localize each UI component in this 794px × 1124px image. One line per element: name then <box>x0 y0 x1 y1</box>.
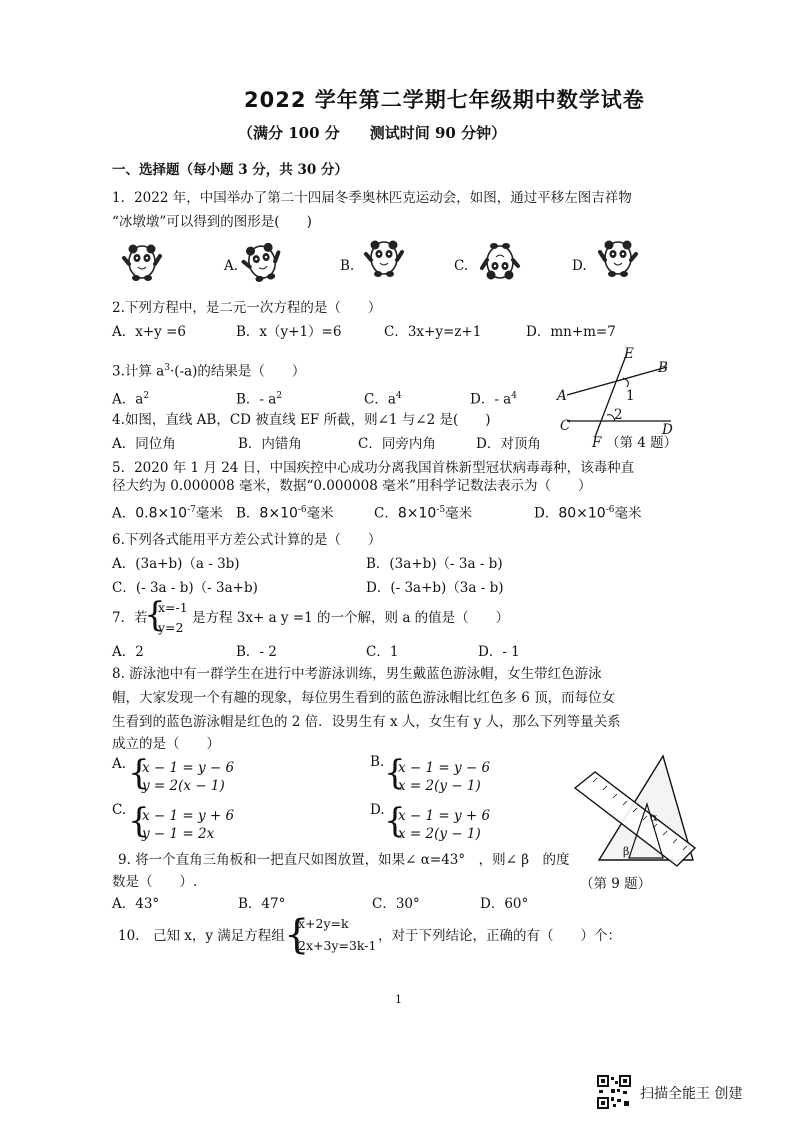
q10-brace: { <box>284 912 310 958</box>
q8-option-b-eq1: x − 1 = y − 6 <box>398 760 491 776</box>
q1-option-b: B. <box>340 258 355 274</box>
q6-option-d: D．(- 3a+b)（3a - b) <box>366 580 504 596</box>
q8-option-c-label: C. <box>112 802 127 818</box>
q8-option-b-brace: { <box>384 753 406 793</box>
q2-option-a: A．x+y =6 <box>112 324 186 340</box>
q4-label-d: D <box>662 422 673 438</box>
q5-stem-line2: 径大约为 0.000008 毫米，数据“0.000008 毫米”用科学记数法表示为（ ） <box>112 478 592 494</box>
page-number: 1 <box>395 993 402 1006</box>
q8-option-d-eq1: x − 1 = y + 6 <box>398 808 491 824</box>
exam-subtitle: （满分 100 分 测试时间 90 分钟） <box>238 124 507 142</box>
q7-brace: { <box>144 595 166 635</box>
q2-option-d: D．mn+m=7 <box>526 324 616 340</box>
q4-option-c: C．同旁内角 <box>358 436 436 452</box>
q6-option-a: A．(3a+b)（a - 3b) <box>112 556 240 572</box>
q4-label-a: A <box>557 388 567 404</box>
q9-label-alpha: α <box>650 811 658 824</box>
q2-stem: 2.下列方程中，是二元一次方程的是（ ） <box>112 300 382 316</box>
q4-stem: 4.如图，直线 AB，CD 被直线 EF 所截，则∠1 与∠2 是( ) <box>112 412 491 428</box>
q5-stem-line1: 5．2020 年 1 月 24 日，中国疾控中心成功分离我国首株新型冠状病毒毒种，该毒种直 <box>112 460 635 476</box>
page-title: 2022 学年第二学期七年级期中数学试卷 <box>244 88 645 112</box>
q7-eq1: x=-1 <box>158 600 188 615</box>
panda-option-b <box>366 241 402 278</box>
q8-option-d-eq2: x = 2(y − 1) <box>398 826 481 842</box>
q4-label-2: 2 <box>614 407 623 423</box>
q9-figure <box>565 748 705 878</box>
q1-stem-line2: “冰墩墩”可以得到的图形是( ) <box>112 214 312 230</box>
q8-option-a-label: A. <box>112 756 127 772</box>
q4-label-f: F <box>592 435 602 451</box>
q1-option-c: C. <box>454 258 469 274</box>
q7-prefix: 7．若 <box>112 610 148 626</box>
q3-stem: 3.计算 $a^3\cdot(-a)$的结果是（ ） <box>112 363 306 380</box>
qr-code-icon <box>597 1075 631 1109</box>
q6-option-c: C．(- 3a - b)（- 3a+b) <box>112 580 258 596</box>
q9-option-c: C．30° <box>372 896 420 912</box>
q4-label-1: 1 <box>626 388 635 404</box>
q1-stem-line1: 1．2022 年，中国举办了第二十四届冬季奥林匹克运动会，如图，通过平移左图吉祥物 <box>112 190 632 206</box>
q6-stem: 6.下列各式能用平方差公式计算的是（ ） <box>112 532 382 548</box>
q10-eq1: x+2y=k <box>298 916 349 931</box>
q5-option-b: B．$8\times 10^{-6}$毫米 <box>236 505 334 522</box>
q4-option-b: B．内错角 <box>238 436 302 452</box>
panda-option-c <box>482 243 518 280</box>
q9-label-beta: β <box>623 845 630 858</box>
q8-stem-line4: 成立的是（ ） <box>112 736 220 752</box>
q7-suffix: 是方程 3x+ a y =1 的一个解，则 a 的值是（ ） <box>192 610 510 626</box>
q4-label-e: E <box>624 346 634 362</box>
q4-label-b: B <box>658 360 668 376</box>
q10-suffix: ，对于下列结论，正确的有（ ）个： <box>378 928 621 944</box>
q4-option-a: A．同位角 <box>112 436 176 452</box>
q9-option-a: A．43° <box>112 896 160 912</box>
q7-option-b: B．- 2 <box>236 644 277 660</box>
q8-option-a-eq2: y = 2(x − 1) <box>142 778 225 794</box>
q8-option-c-brace: { <box>128 801 150 841</box>
q10-prefix: 10. 己知 x，y 满足方程组 <box>118 928 285 944</box>
q5-option-a: A．$0.8\times 10^{-7}$毫米 <box>112 505 223 522</box>
q1-option-d: D. <box>572 258 587 274</box>
q10-eq2: 2x+3y=3k-1 <box>298 938 377 953</box>
q3-option-d: D．- $a^4$ <box>470 391 517 408</box>
q7-option-c: C．1 <box>366 644 399 660</box>
q8-option-d-label: D. <box>370 802 385 818</box>
q8-stem-line3: 生看到的蓝色游泳帽是红色的 2 倍．设男生有 x 人，女生有 y 人，那么下列等量关系 <box>112 714 621 730</box>
q5-option-c: C．$8\times 10^{-5}$毫米 <box>374 505 473 522</box>
q8-stem-line2: 帽，大家发现一个有趣的现象，每位男生看到的蓝色游泳帽比红色多 6 顶，而每位女 <box>112 690 616 706</box>
q6-option-b: B．(3a+b)（- 3a - b) <box>366 556 503 572</box>
q2-option-b: B．x（y+1）=6 <box>236 324 342 340</box>
q9-stem-line2: 数是（ ）. <box>112 874 198 890</box>
q7-eq2: y=2 <box>158 620 184 635</box>
q8-option-b-label: B. <box>370 754 385 770</box>
q7-option-d: D．- 1 <box>478 644 520 660</box>
q3-option-b: B．- $a^2$ <box>236 391 283 408</box>
q8-option-d-brace: { <box>384 801 406 841</box>
section-heading: 一、选择题（每小题 3 分，共 30 分） <box>112 162 348 178</box>
panda-original <box>124 245 160 282</box>
q8-option-a-eq1: x − 1 = y − 6 <box>142 760 235 776</box>
q4-caption: （第 4 题） <box>606 435 678 451</box>
scanner-watermark: 扫描全能王 创建 <box>640 1086 743 1102</box>
q1-option-a: A. <box>224 258 239 274</box>
q3-option-a: A．$a^2$ <box>112 391 150 408</box>
q8-option-a-brace: { <box>128 753 150 793</box>
q5-option-d: D．$80\times 10^{-6}$毫米 <box>534 505 642 522</box>
q9-option-b: B．47° <box>238 896 286 912</box>
q4-label-c: C <box>560 418 571 434</box>
q8-option-b-eq2: x = 2(y − 1) <box>398 778 481 794</box>
q7-option-a: A．2 <box>112 644 144 660</box>
q8-stem-line1: 8. 游泳池中有一群学生在进行中考游泳训练，男生戴蓝色游泳帽，女生带红色游泳 <box>112 666 602 682</box>
q3-option-c: C．$a^4$ <box>364 391 402 408</box>
q9-option-d: D．60° <box>480 896 529 912</box>
q9-caption: （第 9 题） <box>580 876 652 892</box>
q8-option-c-eq1: x − 1 = y + 6 <box>142 808 235 824</box>
q9-stem-line1: 9. 将一个直角三角板和一把直尺如图放置，如果∠ α=43° ，则∠ β 的度 <box>118 852 570 868</box>
panda-option-d <box>600 241 636 278</box>
q2-option-c: C．3x+y=z+1 <box>384 324 482 340</box>
q4-option-d: D．对顶角 <box>476 436 541 452</box>
q8-option-c-eq2: y − 1 = 2x <box>142 826 215 842</box>
panda-option-a <box>241 241 284 284</box>
